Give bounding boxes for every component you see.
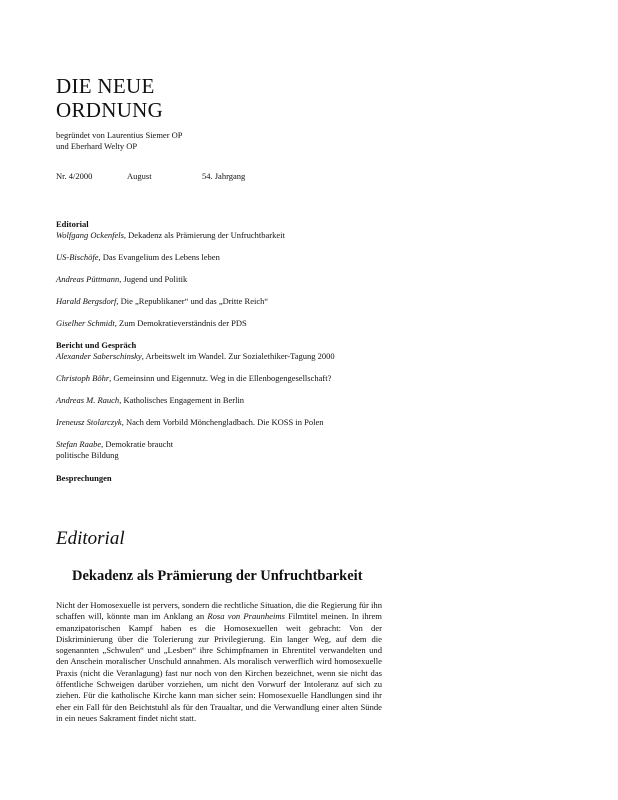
toc-author: Giselher Schmidt [56, 318, 115, 328]
journal-title-line2: ORDNUNG [56, 98, 164, 122]
toc-author: Stefan Raabe [56, 439, 102, 449]
toc-title: , Das Evangelium des Lebens leben [98, 252, 220, 262]
toc-entry [56, 395, 576, 406]
toc-title: , Zum Demokratieverständnis der PDS [114, 318, 247, 328]
toc-title-continuation: politische Bildung [56, 450, 119, 460]
founders-line2: und Eberhard Welty OP [56, 141, 138, 151]
toc-report-heading: Bericht und Gespräch [56, 340, 137, 350]
toc-entry [56, 439, 576, 450]
issue-info [56, 171, 316, 182]
toc-reviews-heading: Besprechungen [56, 473, 112, 483]
toc-entry [56, 274, 576, 285]
toc-author: Harald Bergsdorf [56, 296, 117, 306]
article-title: Dekadenz als Prämierung der Unfruchtbarkeit [72, 568, 363, 584]
toc-author: Andreas M. Rauch [56, 395, 120, 405]
toc-author: Andreas Püttmann [56, 274, 120, 284]
toc-title: , Die „Republikaner“ und das „Dritte Reich“ [116, 296, 269, 306]
toc-entry [56, 318, 576, 329]
toc-author: Ireneusz Stolarczyk [56, 417, 122, 427]
issue-month: August [127, 171, 152, 181]
toc-title: , Katholisches Engagement in Berlin [119, 395, 245, 405]
body-text-italic: Rosa von Praunheims [207, 611, 285, 622]
journal-title-line1: DIE NEUE [56, 74, 155, 98]
toc-title: , Dekadenz als Prämierung der Unfruchtbarkeit [123, 230, 285, 240]
toc-title: , Gemeinsinn und Eigennutz. Weg in die Ellenbogengesellschaft? [109, 373, 332, 383]
toc-entry [56, 351, 576, 362]
toc-entry [56, 230, 576, 241]
article-body [56, 600, 382, 724]
toc-entry [56, 373, 576, 384]
toc-title: , Jugend und Politik [119, 274, 188, 284]
body-text-part2: Filmtitel meinen. In ihrem emanzipatorischen Kampf haben es die Homosexuellen weit gebracht: Von der Diskriminierung über die Tolerierung zur Privilegierung. Ein langer Weg, auf dem die sogenannten „Schwulen“ und „Lesben“ ihre Schimpfnamen in Ehrentitel verwandelten und den Anschein moralischer Unschuld annahmen. Als moralisch verwerflich wird homosexuelle Praxis (nicht die Veranlagung) fast nur noch von den Kirchen bezeichnet, wenn sie nicht das öffentliche Schweigen darüber vorziehen, um nicht den Vorwurf der Intoleranz auf sich zu ziehen. Für die katholische Kirche kann man sicher sein: Homosexuelle Handlungen sind ihr eher ein Fall für den Beichtstuhl als für den Traualtar, und die Verwandlung einer alten Sünde in ein neues Sakrament findet nicht statt. [56, 611, 382, 723]
toc-title: , Demokratie braucht [101, 439, 174, 449]
editorial-heading: Editorial [56, 528, 125, 549]
toc-entry [56, 252, 576, 263]
toc-title: , Nach dem Vorbild Mönchengladbach. Die KOSS in Polen [121, 417, 324, 427]
toc-editorial-heading: Editorial [56, 219, 89, 229]
toc-author: Christoph Böhr [56, 373, 110, 383]
toc-author: US-Bischöfe [56, 252, 99, 262]
toc-entry [56, 417, 576, 428]
toc-title: , Arbeitswelt im Wandel. Zur Sozialethiker-Tagung 2000 [141, 351, 335, 361]
issue-number: Nr. 4/2000 [56, 171, 93, 181]
founders-line1: begründet von Laurentius Siemer OP [56, 130, 183, 140]
table-of-contents [56, 219, 576, 484]
journal-title [56, 74, 163, 122]
issue-volume: 54. Jahrgang [202, 171, 246, 181]
body-text-part1: Nicht der Homosexuelle ist pervers, sondern die rechtliche Situation, die die Regierung für ihn schaffen will, könnte man im Anklang an [56, 600, 382, 622]
founders [56, 130, 183, 152]
toc-entry [56, 296, 576, 307]
toc-author: Wolfgang Ockenfels [56, 230, 124, 240]
toc-author: Alexander Saberschinsky [56, 351, 142, 361]
